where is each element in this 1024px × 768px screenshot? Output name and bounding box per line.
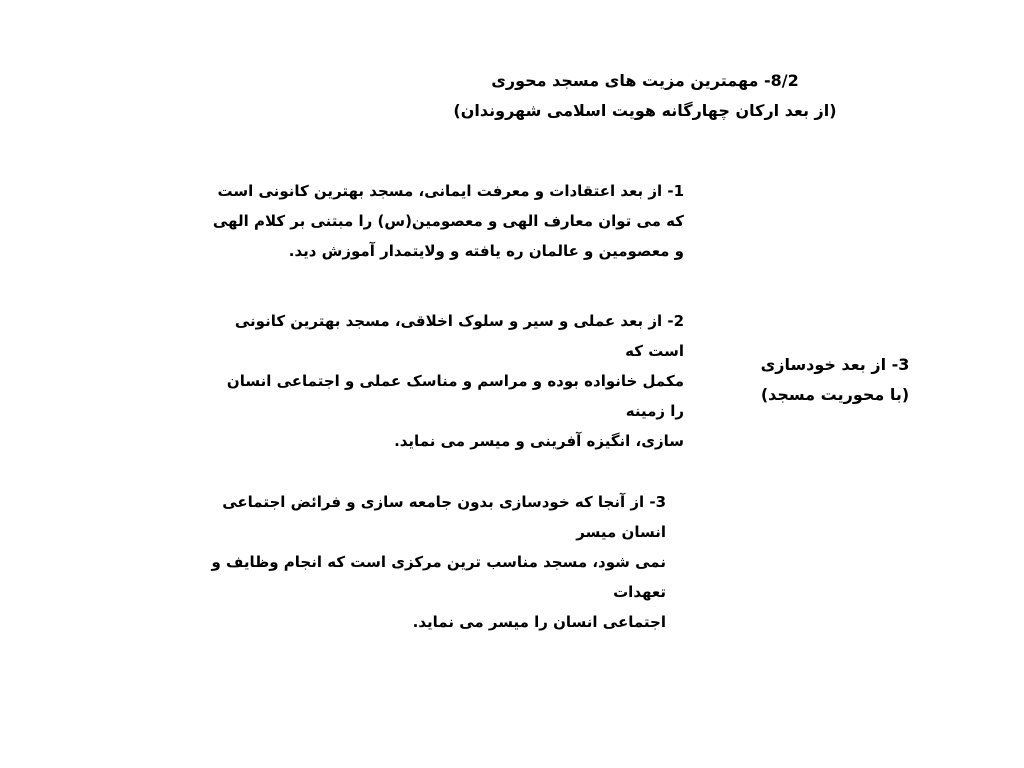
point-2-line-1: 2- از بعد عملی و سیر و سلوک اخلاقی، مسجد بهترین کانونی <box>234 312 684 330</box>
point-1-line-2: که می توان معارف الهی و معصومین(س) را مبتنی بر کلام الهی <box>212 212 684 230</box>
point-1-line-1: 1- از بعد اعتقادات و معرفت ایمانی، مسجد بهترین کانونی است <box>217 182 684 200</box>
section-label-line-2: (با محوریت مسجد) <box>760 385 910 404</box>
point-2 <box>210 306 684 456</box>
point-2-line-4: را زمینه <box>625 402 684 420</box>
title-line-1: 8/2- مهمترین مزیت های مسجد محوری <box>491 71 799 90</box>
point-3-line-5: اجتماعی انسان را میسر می نماید. <box>412 613 666 631</box>
section-label-line-1: 3- از بعد خودسازی <box>760 355 910 374</box>
point-1-line-3: و معصومین و عالمان ره یافته و ولایتمدار آموزش دید. <box>288 242 684 260</box>
slide-title <box>440 66 850 126</box>
point-2-line-5: سازی، انگیزه آفرینی و میسر می نماید. <box>394 432 684 450</box>
point-3-line-3: نمی شود، مسجد مناسب ترین مرکزی است که انجام وظایف و <box>211 553 666 571</box>
title-line-2: (از بعد ارکان چهارگانه هویت اسلامی شهروندان) <box>453 101 837 120</box>
point-3-line-1: 3- از آنجا که خودسازی بدون جامعه سازی و فرائض اجتماعی <box>222 493 666 511</box>
point-2-line-2: است که <box>625 342 684 360</box>
point-3 <box>196 487 666 637</box>
point-3-line-4: تعهدات <box>613 583 666 601</box>
section-label <box>740 350 930 410</box>
point-2-line-3: مکمل خانواده بوده و مراسم و مناسک عملی و اجتماعی انسان <box>226 372 684 390</box>
point-1 <box>210 176 684 266</box>
point-3-line-2: انسان میسر <box>576 523 666 541</box>
